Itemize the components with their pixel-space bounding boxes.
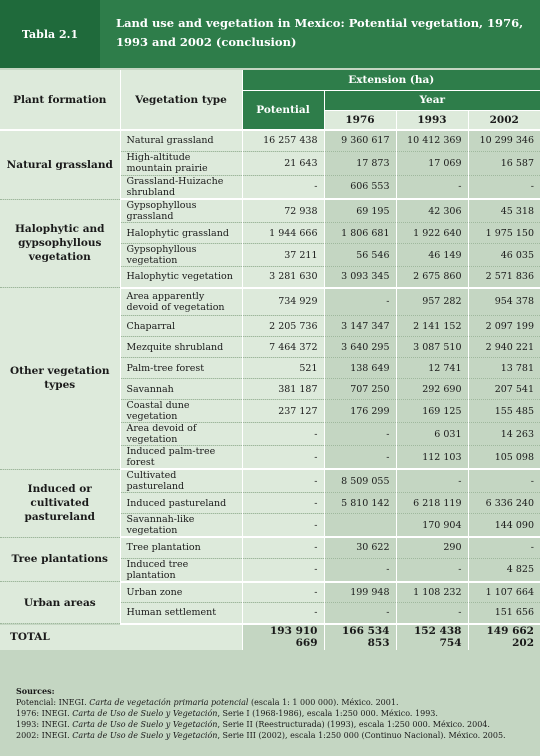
value-1976-cell: 707 250 <box>324 379 396 400</box>
table-row <box>0 537 540 558</box>
value-1976-cell: - <box>324 603 396 624</box>
vegetation-type-cell: Mezquite shrubland <box>120 337 242 358</box>
plant-formation-cell: Halophytic and gypsophyllous vegetation <box>0 199 120 288</box>
value-2002-cell: 207 541 <box>468 379 540 400</box>
vegetation-type-cell: Area devoid of vegetation <box>120 423 242 446</box>
potential-cell: 16 257 438 <box>242 130 324 151</box>
source-line <box>16 719 528 730</box>
source-prefix: 1993: INEGI. <box>16 720 73 729</box>
value-1976-cell: 30 622 <box>324 537 396 558</box>
value-1993-cell: 6 031 <box>396 423 468 446</box>
potential-cell: 7 464 372 <box>242 337 324 358</box>
vegetation-type-cell: Gypsophyllous grassland <box>120 199 242 223</box>
col-vegetation-type: Vegetation type <box>120 70 242 130</box>
total-row <box>0 624 540 650</box>
value-1976-cell: 5 810 142 <box>324 493 396 514</box>
source-suffix: , Serie II (Reestructurada) (1993), escala 1:250 000. México. 2004. <box>217 720 490 729</box>
vegetation-type-cell: Cultivated pastureland <box>120 469 242 493</box>
source-prefix: 1976: INEGI. <box>16 709 73 718</box>
value-1976-cell: 176 299 <box>324 400 396 423</box>
vegetation-type-cell: High-altitude mountain prairie <box>120 151 242 175</box>
plant-formation-cell: Natural grassland <box>0 130 120 199</box>
potential-cell: 521 <box>242 358 324 379</box>
table-row <box>0 288 540 316</box>
value-2002-cell: 10 299 346 <box>468 130 540 151</box>
value-1993-cell: 1 922 640 <box>396 223 468 244</box>
vegetation-table <box>0 70 540 650</box>
potential-cell: 37 211 <box>242 244 324 267</box>
value-2002-cell: 2 097 199 <box>468 316 540 337</box>
potential-cell: 734 929 <box>242 288 324 316</box>
sources-note <box>0 680 540 756</box>
value-2002-cell: 45 318 <box>468 199 540 223</box>
value-1976-cell: 17 873 <box>324 151 396 175</box>
value-1976-cell: 3 640 295 <box>324 337 396 358</box>
sources-heading: Sources: <box>16 686 55 696</box>
value-1976-cell: 199 948 <box>324 582 396 603</box>
value-2002-cell: - <box>468 175 540 199</box>
potential-cell: 3 281 630 <box>242 267 324 288</box>
value-1993-cell: 292 690 <box>396 379 468 400</box>
value-1993-cell: 17 069 <box>396 151 468 175</box>
table-title: Land use and vegetation in Mexico: Potential vegetation, 1976, 1993 and 2002 (conclusion) <box>116 16 524 49</box>
value-1976-cell: 138 649 <box>324 358 396 379</box>
potential-cell: 72 938 <box>242 199 324 223</box>
col-2002: 2002 <box>468 110 540 130</box>
value-1976-cell: 1 806 681 <box>324 223 396 244</box>
source-line <box>16 708 528 719</box>
total-1976: 166 534 853 <box>324 624 396 650</box>
potential-cell: - <box>242 446 324 470</box>
value-2002-cell: 2 571 836 <box>468 267 540 288</box>
potential-cell: 237 127 <box>242 400 324 423</box>
total-1993: 152 438 754 <box>396 624 468 650</box>
value-2002-cell: 155 485 <box>468 400 540 423</box>
value-1976-cell: 3 147 347 <box>324 316 396 337</box>
source-title: Carta de Uso de Suelo y Vegetación <box>72 720 218 729</box>
vegetation-type-cell: Induced tree plantation <box>120 558 242 582</box>
vegetation-type-cell: Chaparral <box>120 316 242 337</box>
potential-cell: - <box>242 493 324 514</box>
sources-lines <box>16 697 528 741</box>
value-1976-cell: - <box>324 446 396 470</box>
potential-cell: 381 187 <box>242 379 324 400</box>
vegetation-type-cell: Coastal dune vegetation <box>120 400 242 423</box>
value-2002-cell: 151 656 <box>468 603 540 624</box>
source-suffix: , Serie III (2002), escala 1:250 000 (Continuo Nacional). México. 2005. <box>217 731 506 740</box>
col-1976: 1976 <box>324 110 396 130</box>
value-1993-cell: 290 <box>396 537 468 558</box>
value-1993-cell: 2 141 152 <box>396 316 468 337</box>
vegetation-type-cell: Urban zone <box>120 582 242 603</box>
value-1993-cell: - <box>396 175 468 199</box>
plant-formation-cell: Other vegetation types <box>0 288 120 470</box>
vegetation-type-cell: Natural grassland <box>120 130 242 151</box>
value-1976-cell: 3 093 345 <box>324 267 396 288</box>
value-1993-cell: 170 904 <box>396 514 468 538</box>
value-2002-cell: 13 781 <box>468 358 540 379</box>
value-1976-cell: - <box>324 288 396 316</box>
value-2002-cell: 6 336 240 <box>468 493 540 514</box>
value-1993-cell: 6 218 119 <box>396 493 468 514</box>
value-2002-cell: - <box>468 469 540 493</box>
table-row <box>0 469 540 493</box>
potential-cell: - <box>242 582 324 603</box>
value-1976-cell: 9 360 617 <box>324 130 396 151</box>
potential-cell: 2 205 736 <box>242 316 324 337</box>
plant-formation-cell: Tree plantations <box>0 537 120 582</box>
value-1993-cell: - <box>396 469 468 493</box>
vegetation-type-cell: Halophytic grassland <box>120 223 242 244</box>
col-potential: Potential <box>242 90 324 130</box>
col-extension: Extension (ha) <box>242 70 540 90</box>
value-2002-cell: 144 090 <box>468 514 540 538</box>
source-prefix: 2002: INEGI. <box>16 731 73 740</box>
plant-formation-cell: Urban areas <box>0 582 120 624</box>
value-1976-cell: 606 553 <box>324 175 396 199</box>
value-1976-cell <box>324 514 396 538</box>
potential-cell: - <box>242 469 324 493</box>
value-2002-cell: 1 107 664 <box>468 582 540 603</box>
value-2002-cell: 1 975 150 <box>468 223 540 244</box>
potential-cell: - <box>242 175 324 199</box>
value-1993-cell: - <box>396 603 468 624</box>
vegetation-type-cell: Induced palm-tree forest <box>120 446 242 470</box>
source-title: Carta de Uso de Suelo y Vegetación <box>72 709 218 718</box>
value-1993-cell: 46 149 <box>396 244 468 267</box>
potential-cell: - <box>242 514 324 538</box>
potential-cell: 1 944 666 <box>242 223 324 244</box>
source-prefix: Potencial: INEGI. <box>16 698 90 707</box>
potential-cell: - <box>242 423 324 446</box>
value-1993-cell: 169 125 <box>396 400 468 423</box>
value-2002-cell: 16 587 <box>468 151 540 175</box>
potential-cell: - <box>242 537 324 558</box>
vegetation-type-cell: Tree plantation <box>120 537 242 558</box>
value-1976-cell: 69 195 <box>324 199 396 223</box>
source-line <box>16 730 528 741</box>
vegetation-type-cell: Halophytic vegetation <box>120 267 242 288</box>
value-2002-cell: 4 825 <box>468 558 540 582</box>
value-1993-cell: - <box>396 558 468 582</box>
potential-cell: - <box>242 558 324 582</box>
value-1993-cell: 2 675 860 <box>396 267 468 288</box>
vegetation-type-cell: Savannah <box>120 379 242 400</box>
source-title: Carta de Uso de Suelo y Vegetación <box>72 731 218 740</box>
value-1993-cell: 112 103 <box>396 446 468 470</box>
source-suffix: , Serie I (1968-1986), escala 1:250 000. México. 1993. <box>217 709 438 718</box>
value-1976-cell: - <box>324 558 396 582</box>
value-1976-cell: - <box>324 423 396 446</box>
potential-cell: 21 643 <box>242 151 324 175</box>
source-line <box>16 697 528 708</box>
table-number-tag: Tabla 2.1 <box>0 0 100 68</box>
potential-cell: - <box>242 603 324 624</box>
vegetation-type-cell: Grassland-Huizache shrubland <box>120 175 242 199</box>
vegetation-type-cell: Human settlement <box>120 603 242 624</box>
value-2002-cell: 46 035 <box>468 244 540 267</box>
value-2002-cell: 954 378 <box>468 288 540 316</box>
source-title: Carta de vegetación primaria potencial <box>89 698 249 707</box>
value-1993-cell: 12 741 <box>396 358 468 379</box>
col-plant-formation: Plant formation <box>0 70 120 130</box>
value-1993-cell: 3 087 510 <box>396 337 468 358</box>
value-1993-cell: 957 282 <box>396 288 468 316</box>
total-potential: 193 910 669 <box>242 624 324 650</box>
table-row <box>0 130 540 151</box>
table-row <box>0 199 540 223</box>
plant-formation-cell: Induced or cultivated pastureland <box>0 469 120 537</box>
vegetation-type-cell: Gypsophyllous vegetation <box>120 244 242 267</box>
value-2002-cell: 2 940 221 <box>468 337 540 358</box>
value-1976-cell: 56 546 <box>324 244 396 267</box>
table-body <box>0 130 540 624</box>
value-1993-cell: 42 306 <box>396 199 468 223</box>
value-1976-cell: 8 509 055 <box>324 469 396 493</box>
col-1993: 1993 <box>396 110 468 130</box>
value-2002-cell: 14 263 <box>468 423 540 446</box>
value-1993-cell: 1 108 232 <box>396 582 468 603</box>
vegetation-type-cell: Savannah-like vegetation <box>120 514 242 538</box>
table-row <box>0 582 540 603</box>
vegetation-type-cell: Induced pastureland <box>120 493 242 514</box>
value-2002-cell: - <box>468 537 540 558</box>
total-2002: 149 662 202 <box>468 624 540 650</box>
value-2002-cell: 105 098 <box>468 446 540 470</box>
vegetation-type-cell: Palm-tree forest <box>120 358 242 379</box>
vegetation-type-cell: Area apparently devoid of vegetation <box>120 288 242 316</box>
table-header-banner <box>0 0 540 68</box>
source-suffix: (escala 1: 1 000 000). México. 2001. <box>248 698 399 707</box>
total-label: TOTAL <box>0 624 242 650</box>
value-1993-cell: 10 412 369 <box>396 130 468 151</box>
col-year: Year <box>324 90 540 110</box>
